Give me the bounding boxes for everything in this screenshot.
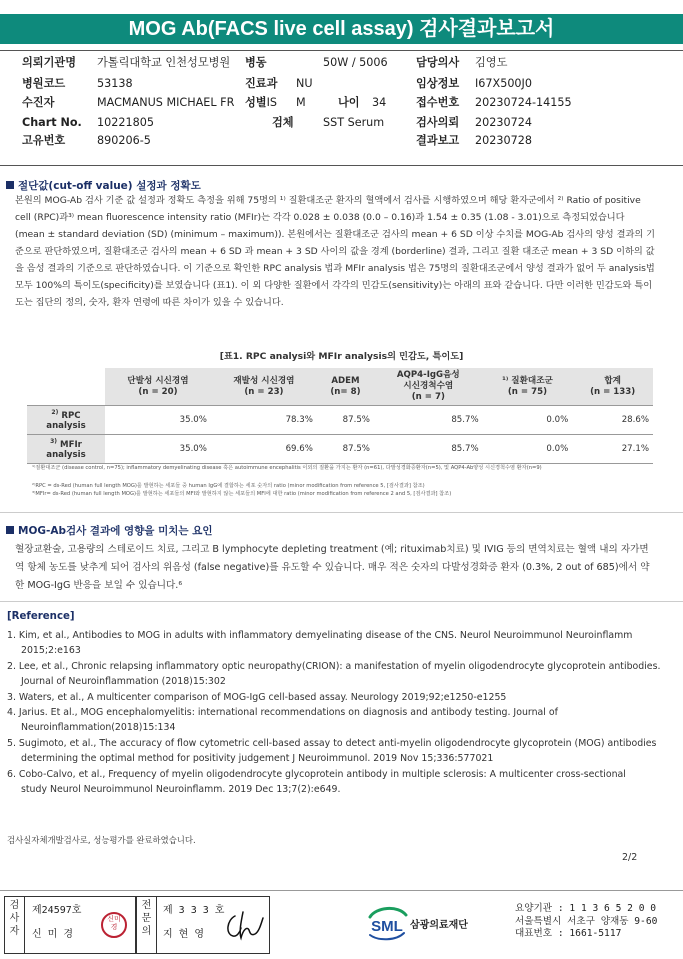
section-cutoff-title: 절단값(cut-off value) 설정과 정확도	[6, 178, 201, 193]
doctor-name: 지 현 영	[163, 929, 205, 940]
section-cutoff-body: 본원의 MOG-Ab 검사 기준 값 설정과 정확도 측정을 위해 75명의 ¹⁾ 질환대조군 환자의 혈액에서 검사를 시행하였으며 해당 환자군에서 ²⁾ Ratio of positive cell (RPC)과³⁾ mean fluorescence intensity ratio (MFIr)는 각각 0.028 ± 0.038 (0.0 – 0.16)과 1.54 ± 0.35 (1.08 - 3.01)으로 측정되었습니다 (mean ± standard deviation (SD) (minimum – maximum)). 본원에서는 질환대조군 검사의 mean + 6 SD 이상 수치를 MOG-Ab 검사의 양성 결과의 기준으로 판단하였으며, 질환대조군 검사의 mean + 6 SD 과 mean + 3 SD 사이의 값을 경계 (borderline) 결과, 그리고 질환 대조군 mean + 3 SD 이하의 값을 음성 결과의 기준으로 판단하였습니다. 이 기준으로 확인한 RPC analysis 법과 MFIr analysis 법은 75명의 질환대조군에서 양성 결과가 없어 두 analysis법 모두 100%의 특이도(specificity)를 보였습니다 (표1). 이 외 다양한 질환에서 각각의 민감도(sensitivity)는 아래의 표와 같습니다. 다만 이러한 민감도와 특이도는 집단의 정의, 숫자, 환자 연령에 따른 차이가 있을 수 있습니다.	[15, 195, 655, 308]
table-cell: 78.3%	[211, 406, 317, 435]
reference-item: 2. Lee, et al., Chronic relapsing inflammatory optic neuropathy(CRION): a manifestation of myelin oligodendrocyte glycoprotein antibodies. Journal of Neuroinflammation (2018)15:302	[7, 660, 661, 688]
svg-text:SML: SML	[371, 918, 403, 935]
table-cell: 0.0%	[483, 406, 573, 435]
sensitivity-table	[27, 368, 653, 464]
table-footnote: ¹⁾질환대조군 (disease control, n=75); inflammatory demyelinating disease 혹은 autoimmune encephalitis 이외의 질환을 가지는 환자 (n=61), 다발성경화증환자(n=5), 및 AQP4-Ab양성 시신경척수염 환자(n=9)	[32, 465, 542, 471]
reference-title: [Reference]	[7, 611, 75, 622]
section-factors-body: 혈장교환술, 고용량의 스테로이드 치료, 그리고 B lymphocyte depleting treatment (예; rituximab치료) 및 IVIG 등의 면역치료는 혈액 내의 자가면역 항체 농도를 낮추게 되어 검사의 위음성 (false negative)를 유도할 수 있습니다. 매우 적은 숫자의 다발성경화증 환자 (0.3%, 2 out of 685)에서 약한 MOG-IgG 반응을 보일 수 있습니다.⁶	[15, 544, 650, 591]
sex-value: M	[296, 96, 306, 109]
specimen-label: 검체	[272, 116, 294, 129]
reference-item: 6. Cobo-Calvo, et al., Frequency of myelin oligodendrocyte glycoprotein antibody in multiple sclerosis: A multicenter cross-sectional	[7, 768, 626, 780]
institution-label: 의뢰기관명	[22, 56, 77, 69]
doctor-signature-icon	[221, 908, 265, 942]
org-info	[515, 903, 657, 941]
section-divider	[0, 601, 683, 602]
table-row	[27, 435, 653, 464]
id-value: 890206-5	[97, 134, 151, 147]
page-number: 2/2	[622, 852, 638, 863]
request-value: 20230724	[475, 116, 532, 129]
receipt-label: 접수번호	[416, 96, 460, 109]
table-cell: 35.0%	[105, 406, 211, 435]
tester-license: 제24597호	[32, 905, 82, 916]
col-header: 단발성 시신경염 (n = 20)	[105, 368, 211, 406]
patient-label: 수진자	[22, 96, 55, 109]
doctor-license: 제 3 3 3 호	[163, 905, 225, 916]
table-cell: 85.7%	[374, 406, 483, 435]
clinical-value: I67X500J0	[475, 77, 532, 90]
table-cell: 27.1%	[572, 435, 653, 464]
doctor-label: 담당의사	[416, 56, 460, 69]
section-divider	[0, 512, 683, 513]
row-footnote-ref: 2)	[51, 409, 59, 417]
section-bullet-icon	[6, 181, 14, 189]
doctor-value: 김영도	[475, 56, 508, 69]
table-cell: 87.5%	[317, 406, 374, 435]
reference-item: 1. Kim, et al., Antibodies to MOG in adults with inflammatory demyelinating disease of the CNS. Neurol Neuroimmunol Neuroinflamm 2015;2:e163	[7, 630, 633, 657]
dept-label: 진료과	[245, 77, 278, 90]
table-cell: 28.6%	[572, 406, 653, 435]
header-divider-bottom	[0, 165, 683, 166]
hospital-code-label: 병원코드	[22, 77, 66, 90]
tester-seal-icon: 신미경	[101, 912, 127, 938]
col-header: ¹⁾ 질환대조군 (n = 75)	[483, 368, 573, 406]
table-row	[27, 406, 653, 435]
patient-value: MACMANUS MICHAEL FR	[97, 96, 235, 109]
col-header: AQP4-IgG음성 시신경척수염 (n = 7)	[374, 368, 483, 406]
specimen-value: SST Serum	[323, 116, 385, 129]
col-header: ADEM (n= 8)	[317, 368, 374, 406]
reference-item: 4. Jarius. Et al., MOG encephalomyelitis: international recommendations on diagnosis and antibody testing. Journal of Neuroinflammation(2018)15:134	[7, 707, 558, 734]
closing-note: 검사실자체개발검사로, 성능평가를 완료하였습니다.	[7, 835, 196, 845]
section-bullet-icon	[6, 526, 14, 534]
table-corner	[27, 368, 105, 406]
sml-logo-icon	[366, 903, 408, 943]
table-cell: 35.0%	[105, 435, 211, 464]
table-cell: 0.0%	[483, 435, 573, 464]
org-code: 요양기관 : 1 1 3 6 5 2 0 0	[515, 903, 657, 914]
age-label: 나이	[338, 96, 360, 109]
table-cell: 69.6%	[211, 435, 317, 464]
receipt-value: 20230724-14155	[475, 96, 572, 109]
org-name: 삼광의료재단	[410, 920, 468, 931]
reference-list	[7, 628, 667, 797]
clinical-label: 임상정보	[416, 77, 460, 90]
ward-value: 50W / 5006	[323, 56, 388, 69]
row-footnote-ref: 3)	[50, 438, 58, 446]
row-label: RPC analysis	[46, 410, 86, 431]
org-address: 서울특별시 서초구 양재동 9-60	[515, 915, 658, 927]
sex-label: 성별	[245, 96, 267, 109]
institution-value: 가톨릭대학교 인천성모병원	[97, 56, 231, 69]
table-cell: 85.7%	[374, 435, 483, 464]
tester-name: 신 미 경	[32, 929, 74, 940]
ward-label: 병동	[245, 56, 267, 69]
report-date-label: 결과보고	[416, 134, 460, 147]
request-label: 검사의뢰	[416, 116, 460, 129]
dept-value: NU	[296, 77, 313, 90]
chart-value: 10221805	[97, 116, 154, 129]
table-caption: [표1. RPC analysi와 MFIr analysis의 민감도, 특이도]	[219, 351, 464, 362]
table-footnote: ³⁾MFIr= ds-Red (human full length MOG)를 발현하는 세포들의 MFI와 발현하지 않는 세포들의 MFI에 대한 ratio (minor modification from reference 2 and 5, [검사결과] 참조)	[32, 491, 452, 497]
footer-divider	[0, 890, 683, 891]
table-footnote: ²⁾RPC = ds-Red (human full length MOG)를 발현하는 세포들 중 human IgG에 결합하는 세포 숫자의 ratio (minor modification from reference 5, [검사결과] 참조)	[32, 483, 425, 489]
reference-item: 5. Sugimoto, et al., The accuracy of flow cytometric cell-based assay to detect anti-myelin oligodendrocyte glycoprotein (MOG) antibodies determining the optimal method for positivity judgement J Neuroimmunol. 2019 Nov 15;336:577021	[7, 737, 657, 765]
tester-signature-box	[4, 896, 136, 954]
tester-label: 검사자	[5, 897, 25, 953]
section-factors-title: MOG-Ab검사 결과에 영향을 미치는 요인	[6, 523, 212, 538]
header-divider-top	[0, 50, 683, 51]
reference-item: 3. Waters, et al., A multicenter comparison of MOG-IgG cell-based assay. Neurology 2019;92;e1250-e1255	[7, 691, 507, 703]
report-date-value: 20230728	[475, 134, 532, 147]
col-header: 합계 (n = 133)	[572, 368, 653, 406]
table-cell: 87.5%	[317, 435, 374, 464]
sex-i: IS	[266, 96, 278, 109]
hospital-code-value: 53138	[97, 77, 133, 90]
id-label: 고유번호	[22, 134, 66, 147]
org-phone: 대표번호 : 1661-5117	[515, 928, 622, 939]
col-header: 재발성 시신경염 (n = 23)	[211, 368, 317, 406]
doctor-signature-box	[136, 896, 270, 954]
report-title: MOG Ab(FACS live cell assay) 검사결과보고서	[0, 14, 683, 44]
chart-label: Chart No.	[22, 116, 82, 129]
doctor-label: 전문의	[137, 897, 157, 953]
reference-item: study Neurol Neuroimmunol Neuroinflamm. 2019 Dec 13;7(2):e649.	[21, 784, 341, 796]
row-label: MFIr analysis	[46, 439, 86, 460]
age-value: 34	[372, 96, 387, 109]
